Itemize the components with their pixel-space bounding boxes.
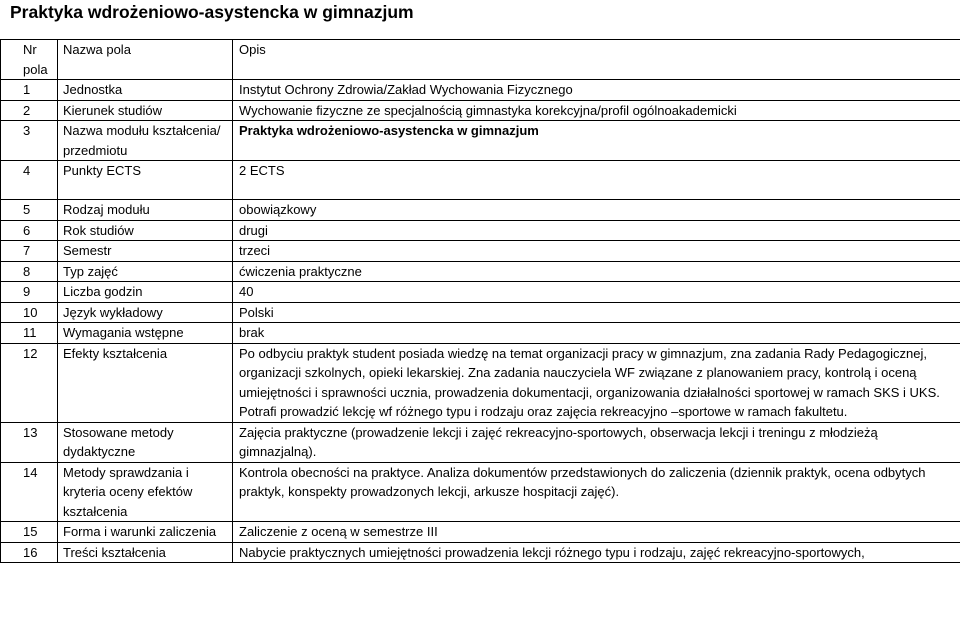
table-row [1,422,960,462]
row-nr: 13 [1,422,58,462]
table-row [1,241,960,262]
row-nr: 8 [1,261,58,282]
row-nr: 6 [1,220,58,241]
table-row [1,161,960,200]
row-name: Metody sprawdzania i kryteria oceny efektów kształcenia [58,462,233,522]
table-row [1,261,960,282]
row-desc: Wychowanie fizyczne ze specjalnością gimnastyka korekcyjna/profil ogólnoakademicki [233,100,960,121]
row-nr: 15 [1,522,58,543]
row-name: Forma i warunki zaliczenia [58,522,233,543]
table-row [1,80,960,101]
table-row [1,343,960,422]
table-row [1,323,960,344]
row-desc: Polski [233,302,960,323]
row-name: Semestr [58,241,233,262]
row-nr: 4 [1,161,58,200]
row-name: Jednostka [58,80,233,101]
row-name: Treści kształcenia [58,542,233,563]
page-title: Praktyka wdrożeniowo-asystencka w gimnazjum [10,2,414,22]
table-header-row [1,40,960,80]
row-desc: Nabycie praktycznych umiejętności prowadzenia lekcji różnego typu i rodzaju, zajęć rekreacyjno-sportowych, [233,542,960,563]
row-nr: 9 [1,282,58,303]
row-nr: 7 [1,241,58,262]
row-desc: Instytut Ochrony Zdrowia/Zakład Wychowania Fizycznego [233,80,960,101]
row-name: Język wykładowy [58,302,233,323]
row-name: Rodzaj modułu [58,200,233,221]
row-nr: 11 [1,323,58,344]
row-name: Stosowane metody dydaktyczne [58,422,233,462]
table-row [1,462,960,522]
row-nr: 3 [1,121,58,161]
row-desc: 40 [233,282,960,303]
row-nr: 2 [1,100,58,121]
header-nr: Nr pola [1,40,58,80]
row-name: Kierunek studiów [58,100,233,121]
row-name: Liczba godzin [58,282,233,303]
row-nr: 12 [1,343,58,422]
row-nr: 5 [1,200,58,221]
row-desc: Kontrola obecności na praktyce. Analiza dokumentów przedstawionych do zaliczenia (dziennik praktyk, ocena odbytych praktyk, konspekty prowadzonych lekcji, arkusze hospitacji zajęć). [233,462,960,522]
row-nr: 10 [1,302,58,323]
row-desc: Praktyka wdrożeniowo-asystencka w gimnazjum [233,121,960,161]
table-row [1,200,960,221]
row-desc: brak [233,323,960,344]
table-row [1,220,960,241]
table-row [1,121,960,161]
row-name: Wymagania wstępne [58,323,233,344]
row-desc: Po odbyciu praktyk student posiada wiedzę na temat organizacji pracy w gimnazjum, zna zadania Rady Pedagogicznej, organizacji szkolnych, opieki lekarskiej. Zna zadania nauczyciela WF związane z planowaniem pracy, kontrolą i oceną umiejętności i sprawności ucznia, prowadzenia dokumentacji, organizowania działalności sportowej w ramach SKS i UKS. Potrafi prowadzić lekcję wf różnego typu i rodzaju oraz zajęcia rekreacyjno –sportowe w ramach fakultetu. [233,343,960,422]
table-row [1,302,960,323]
row-desc: Zajęcia praktyczne (prowadzenie lekcji i zajęć rekreacyjno-sportowych, obserwacja lekcji i treningu z młodzieżą gimnazjalną). [233,422,960,462]
row-nr: 16 [1,542,58,563]
syllabus-table [0,39,960,563]
row-name: Rok studiów [58,220,233,241]
row-nr: 1 [1,80,58,101]
row-name: Nazwa modułu kształcenia/ przedmiotu [58,121,233,161]
header-name: Nazwa pola [58,40,233,80]
row-desc: obowiązkowy [233,200,960,221]
row-desc: ćwiczenia praktyczne [233,261,960,282]
header-desc: Opis [233,40,960,80]
table-row [1,542,960,563]
row-desc: trzeci [233,241,960,262]
row-name: Efekty kształcenia [58,343,233,422]
row-name: Typ zajęć [58,261,233,282]
row-name: Punkty ECTS [58,161,233,200]
row-nr: 14 [1,462,58,522]
row-desc: drugi [233,220,960,241]
table-row [1,100,960,121]
row-desc: Zaliczenie z oceną w semestrze III [233,522,960,543]
table-row [1,282,960,303]
row-desc: 2 ECTS [233,161,960,200]
table-row [1,522,960,543]
